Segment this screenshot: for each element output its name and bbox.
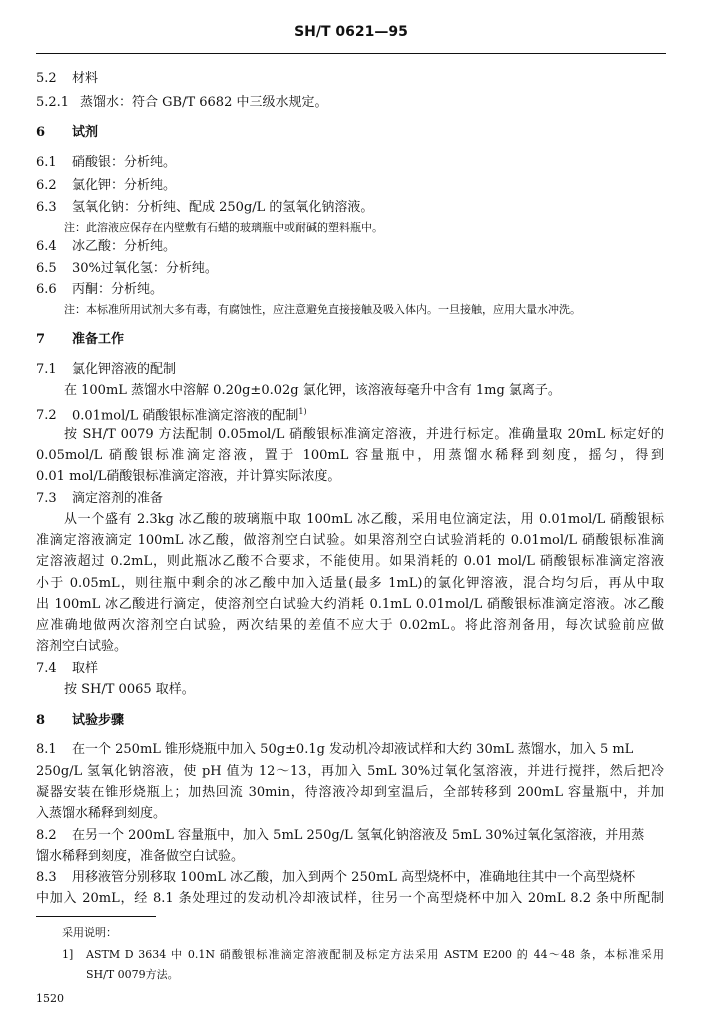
clause-7-3-text-6: 应准确地做两次溶剂空白试验，两次结果的差值不应大于 0.02mL。将此溶剂备用，每次试验前应做 [36, 618, 664, 633]
page-header: SH/T 0621—95 [294, 24, 408, 40]
clause-7-3: 7.3 滴定溶剂的准备 [36, 491, 164, 506]
clause-7-2-text-3: 0.01 mol/L硝酸银标准滴定溶液，并计算实际浓度。 [36, 469, 341, 484]
clause-7-4-text: 按 SH/T 0065 取样。 [64, 682, 195, 697]
clause-5-2-1: 5.2.1 蒸馏水：符合 GB/T 6682 中三级水规定。 [36, 95, 328, 110]
footnote-rule [36, 916, 156, 917]
footnote-line-2: SH/T 0079方法。 [86, 968, 179, 981]
clause-6-6: 6.6 丙酮：分析纯。 [36, 282, 164, 297]
clause-7-3-text-5: 出 100mL 冰乙酸进行滴定，使溶剂空白试验大约消耗 0.1mL 0.01mol/L 硝酸银标准滴定溶液。冰乙酸 [36, 597, 664, 612]
clause-6-3: 6.3 氢氧化钠：分析纯、配成 250g/L 的氢氧化钠溶液。 [36, 200, 374, 215]
clause-6-5: 6.5 30%过氧化氢：分析纯。 [36, 261, 218, 276]
clause-7-1: 7.1 氯化钾溶液的配制 [36, 362, 177, 377]
clause-8-1: 8.1 在一个 250mL 锥形烧瓶中加入 50g±0.1g 发动机冷却液试样和大约 30mL 蒸馏水，加入 5 mL [36, 742, 634, 757]
clause-8-2: 8.2 在另一个 200mL 容量瓶中，加入 5mL 250g/L 氢氧化钠溶液及 5mL 30%过氧化氢溶液，并用蒸 [36, 828, 645, 843]
clause-8-1-text-2: 250g/L 氢氧化钠溶液，使 pH 值为 12～13，再加入 5mL 30%过氧化氢溶液，并进行搅拌，然后把冷 [36, 764, 664, 779]
section-6: 6 试剂 [36, 125, 99, 140]
section-7: 7 准备工作 [36, 332, 125, 347]
footnote-line-1: ASTM D 3634 中 0.1N 硝酸银标准滴定溶液配制及标定方法采用 ASTM E200 的 44～48 条，本标准采用 [86, 948, 664, 961]
header-rule [36, 53, 666, 54]
clause-7-4: 7.4 取样 [36, 661, 99, 676]
page-number: 1520 [36, 992, 64, 1005]
clause-7-2-text-1: 按 SH/T 0079 方法配制 0.05mol/L 硝酸银标准滴定溶液，并进行标定。准确量取 20mL 标定好的 [64, 427, 664, 442]
section-8: 8 试验步骤 [36, 713, 125, 728]
clause-7-3-text-1: 从一个盛有 2.3kg 冰乙酸的玻璃瓶中取 100mL 冰乙酸，采用电位滴定法，用 0.01mol/L 硝酸银标 [64, 512, 664, 527]
footnote-mark: 1] [62, 948, 74, 961]
clause-6-1: 6.1 硝酸银：分析纯。 [36, 155, 177, 170]
footnote-ref: 1) [298, 407, 307, 416]
clause-8-1-text-4: 入蒸馏水稀释到刻度。 [36, 806, 167, 821]
clause-8-3-text-2: 中加入 20mL，经 8.1 条处理过的发动机冷却液试样，往另一个高型烧杯中加入 20mL 8.2 条中所配制 [36, 891, 664, 906]
clause-7-2: 7.2 0.01mol/L 硝酸银标准滴定溶液的配制$^{1)}$ [36, 407, 307, 424]
clause-7-3-text-2: 准滴定溶液滴定 100mL 冰乙酸，做溶剂空白试验。如果溶剂空白试验消耗的 0.01mol/L 硝酸银标准滴 [36, 533, 664, 548]
clause-8-3: 8.3 用移液管分别移取 100mL 冰乙酸，加入到两个 250mL 高型烧杯中，准确地往其中一个高型烧杯 [36, 870, 636, 885]
clause-7-3-text-3: 定溶液超过 0.2mL，则此瓶冰乙酸不合要求，不能使用。如果消耗的 0.01 mol/L 硝酸银标准滴定溶液 [36, 554, 664, 569]
note-6-6: 注：本标准所用试剂大多有毒，有腐蚀性，应注意避免直接接触及吸入体内。一旦接触，应用大量水冲洗。 [64, 303, 581, 316]
clause-8-2-text-2: 馏水稀释到刻度，准备做空白试验。 [36, 849, 245, 864]
clause-8-1-text-3: 凝器安装在锥形烧瓶上；加热回流 30min，待溶液冷却到室温后，全部转移到 200mL 容量瓶中，并加 [36, 785, 664, 800]
clause-6-4: 6.4 冰乙酸：分析纯。 [36, 239, 177, 254]
clause-7-3-text-7: 溶剂空白试验。 [36, 639, 128, 654]
clause-6-2: 6.2 氯化钾：分析纯。 [36, 178, 177, 193]
footnote-title: 采用说明： [62, 926, 117, 939]
clause-7-2-text-2: 0.05mol/L 硝酸银标准滴定溶液，置于 100mL 容量瓶中，用蒸馏水稀释到刻度，摇匀，得到 [36, 448, 664, 463]
heading-5-2: 5.2 材料 [36, 71, 99, 86]
clause-7-3-text-4: 小于 0.05mL，则往瓶中剩余的冰乙酸中加入适量(最多 1mL)的氯化钾溶液，混合均匀后，再从中取 [36, 576, 664, 591]
clause-7-1-text: 在 100mL 蒸馏水中溶解 0.20g±0.02g 氯化钾，该溶液每毫升中含有 1mg 氯离子。 [64, 383, 561, 398]
note-6-3: 注：此溶液应保存在内壁敷有石蜡的玻璃瓶中或耐碱的塑料瓶中。 [64, 221, 383, 234]
